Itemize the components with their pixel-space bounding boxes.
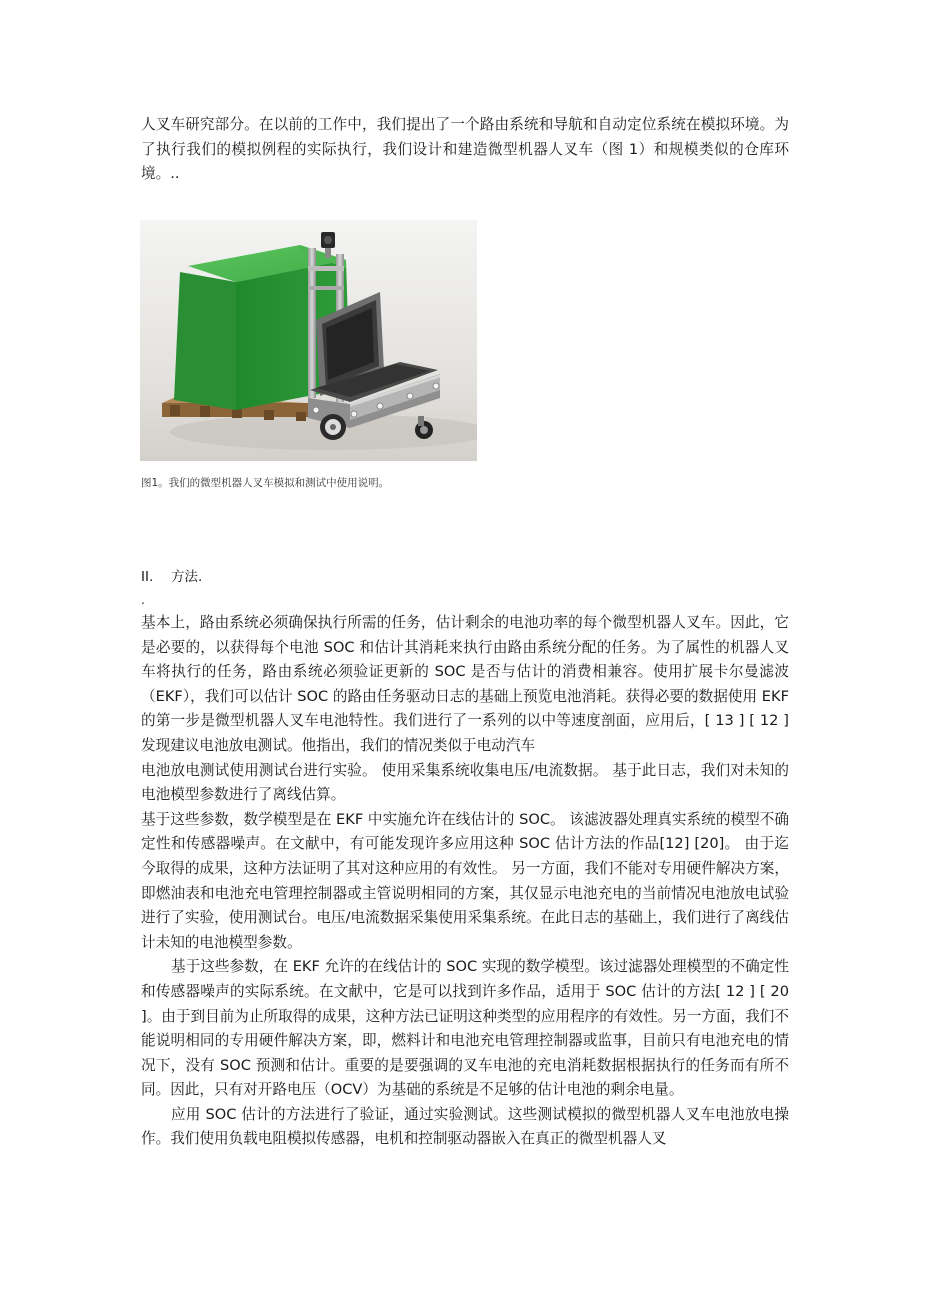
- section-title: 方法.: [171, 569, 203, 585]
- figure-image: [140, 220, 477, 461]
- figure-caption: 图1。我们的微型机器人叉车模拟和测试中使用说明。: [141, 477, 390, 489]
- body-text: [141, 611, 789, 1152]
- body-paragraph-5: 应用 SOC 估计的方法进行了验证，通过实验测试。这些测试模拟的微型机器人叉车电池放电操作。我们使用负载电阻模拟传感器，电机和控制驱动器嵌入在真正的微型机器人叉: [141, 1105, 789, 1148]
- stray-period: .: [141, 593, 145, 607]
- forklift-render-illustration: [140, 220, 477, 461]
- body-paragraph-1: 基本上，路由系统必须确保执行所需的任务，估计剩余的电池功率的每个微型机器人叉车。因此，它是必要的，以获得每个电池 SOC 和估计其消耗来执行由路由系统分配的任务。为了属性的机器人叉车将执行的任务，路由系统必须验证更新的 SOC 是否与估计的消费相兼容。使用扩展卡尔曼滤波（EKF），我们可以估计 SOC 的路由任务驱动日志的基础上预览电池消耗。获得必要的数据使用 EKF 的第一步是微型机器人叉车电池特性。我们进行了一系列的以中等速度剖面，应用后，[ 13 ] [ 12 ]发现建议电池放电测试。他指出，我们的情况类似于电动汽车: [141, 614, 789, 754]
- section-number: II.: [141, 569, 154, 585]
- intro-paragraph: [141, 113, 789, 187]
- body-paragraph-2: 电池放电测试使用测试台进行实验。 使用采集系统收集电压/电流数据。 基于此日志，我们对未知的电池模型参数进行了离线估算。: [141, 761, 789, 804]
- intro-text: 人叉车研究部分。在以前的工作中，我们提出了一个路由系统和导航和自动定位系统在模拟环境。为了执行我们的模拟例程的实际执行，我们设计和建造微型机器人叉车（图 1）和规模类似的仓库环境。..: [141, 116, 789, 183]
- body-paragraph-4: 基于这些参数，在 EKF 允许的在线估计的 SOC 实现的数学模型。该过滤器处理模型的不确定性和传感器噪声的实际系统。在文献中，它是可以找到许多作品，适用于 SOC 估计的方法[ 12 ] [ 20 ]。由于到目前为止所取得的成果，这种方法已证明这种类型的应用程序的有效性。另一方面，我们不能说明相同的专用硬件解决方案，即，燃料计和电池充电管理控制器或监事，目前只有电池充电的情况下，没有 SOC 预测和估计。重要的是要强调的叉车电池的充电消耗数据根据执行的任务而有所不同。因此，只有对开路电压（OCV）为基础的系统是不足够的估计电池的剩余电量。: [141, 958, 789, 1099]
- section-heading: [141, 566, 202, 588]
- body-paragraph-3: 基于这些参数，数学模型是在 EKF 中实施允许在线估计的 SOC。 该滤波器处理真实系统的模型不确定性和传感器噪声。在文献中，有可能发现许多应用这种 SOC 估计方法的作品[12] [20]。 由于迄今取得的成果，这种方法证明了其对这种应用的有效性。 另一方面，我们不能对专用硬件解决方案，即燃油表和电池充电管理控制器或主管说明相同的方案，其仅显示电池充电的当前情况电池放电试验进行了实验，使用测试台。电压/电流数据采集使用采集系统。在此日志的基础上，我们进行了离线估计未知的电池模型参数。: [141, 810, 789, 951]
